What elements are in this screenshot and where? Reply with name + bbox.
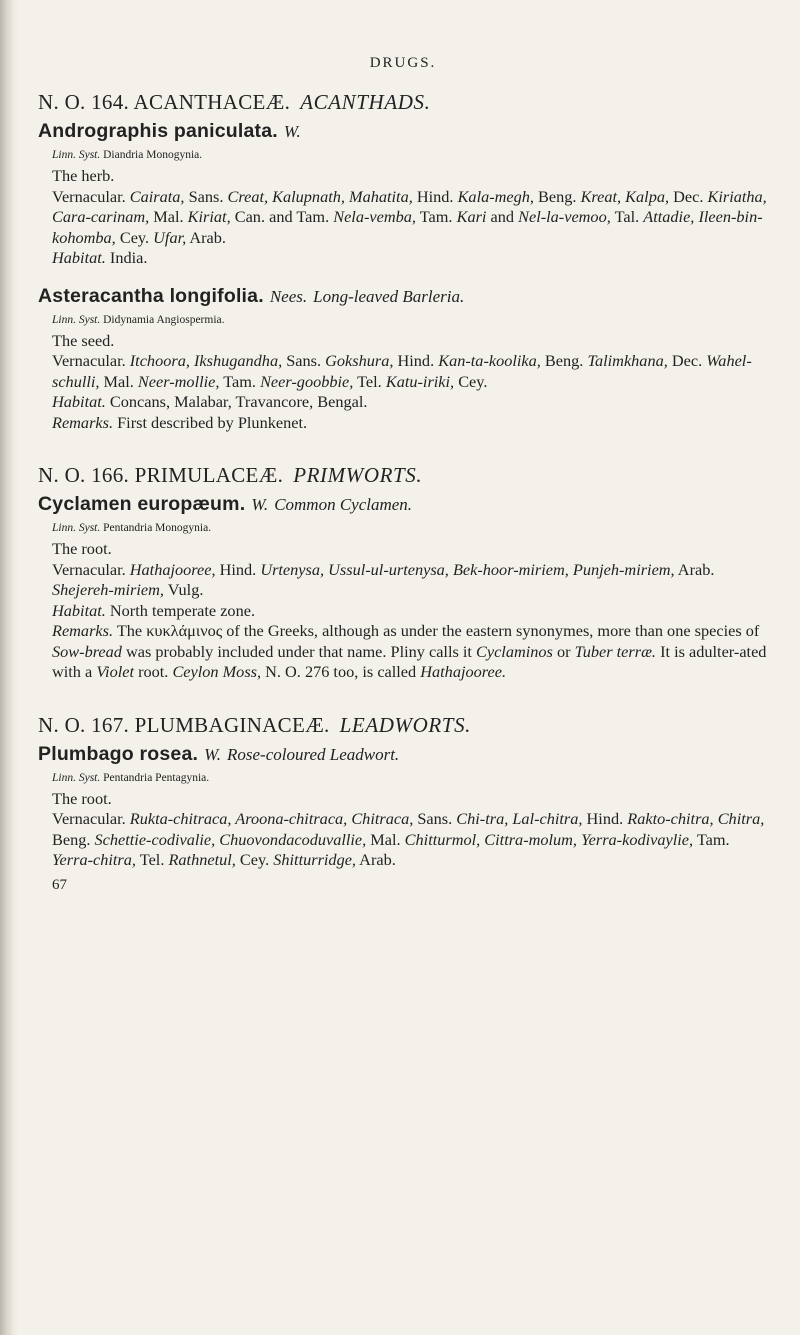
vernacular-label: Vernacular.: [52, 351, 126, 370]
species-entry: [38, 741, 768, 871]
order-common-name: ACANTHADS.: [300, 90, 431, 114]
species-entry: [38, 283, 768, 434]
habitat-value: North temperate zone.: [109, 600, 256, 620]
order-section: [38, 461, 768, 683]
order-heading: [38, 711, 768, 739]
vernacular-label: Vernacular.: [52, 186, 126, 206]
species-author: Nees.: [269, 286, 308, 306]
habitat: [52, 248, 768, 269]
part-used: The root.: [52, 788, 112, 808]
remarks-text: The κυκλάμινος of the Greeks, although as under the eastern synonymes, more than one species of Sow-bread was probably included under that name. Pliny calls it Cyclaminos or Tuber terræ. It is adulter-ated with a Violet root. Ceylon Moss, N. O. 276 too, is called Hathajooree.: [52, 621, 767, 681]
species-name: Cyclamen europæum.: [38, 493, 246, 515]
species-heading: [38, 741, 768, 768]
species-entry: [38, 118, 768, 269]
species-name: Asteracantha longifolia.: [38, 284, 264, 307]
remarks: [52, 413, 768, 434]
remarks: [52, 621, 768, 683]
linnaean-value: Diandria Monogynia.: [103, 149, 203, 161]
habitat: [52, 601, 768, 622]
vernacular-text: Hathajooree, Hind. Urtenysa, Ussul-ul-urtenysa, Bek-hoor-miriem, Punjeh-miriem, Arab. Shejereh-miriem, Vulg.: [52, 559, 715, 599]
binding-edge: [0, 0, 18, 1335]
habitat-label: Habitat.: [52, 248, 106, 267]
species-heading: [38, 283, 768, 310]
order-heading: [38, 88, 768, 116]
vernacular-names: [52, 560, 768, 601]
habitat-value: India.: [109, 248, 148, 267]
species-common-name: Common Cyclamen.: [274, 495, 413, 514]
vernacular-text: Rukta-chitraca, Aroona-chitraca, Chitraca, Sans. Chi-tra, Lal-chitra, Hind. Rakto-chitra, Chitra, Beng. Schettie-codivalie, Chuovondacoduvallie, Mal. Chitturmol, Cittra-molum, Yerra-kodivaylie, Tam. Yerra-chitra, Tel. Rathnetul, Cey. Shitturridge, Arab.: [52, 809, 765, 869]
sections: [38, 88, 768, 871]
species-name: Andrographis paniculata.: [38, 120, 278, 142]
vernacular-label: Vernacular.: [52, 809, 126, 828]
linnaean-label: Linn. Syst.: [52, 522, 101, 534]
linnaean-label: Linn. Syst.: [52, 771, 101, 784]
linnaean-class: [52, 770, 768, 787]
linnaean-value: Pentandria Monogynia.: [103, 522, 212, 534]
linnaean-value: Pentandria Pentagynia.: [103, 771, 210, 784]
linnaean-class: [52, 312, 768, 329]
order-title: N. O. 164. ACANTHACEÆ.: [38, 90, 291, 114]
part-used: The root.: [52, 539, 112, 558]
linnaean-label: Linn. Syst.: [52, 149, 101, 161]
linnaean-value: Didynamia Angiospermia.: [103, 313, 225, 326]
page: [38, 0, 768, 894]
species-common-name: Rose-coloured Leadwort.: [226, 744, 400, 764]
habitat: [52, 392, 768, 413]
vernacular-text: Itchoora, Ikshugandha, Sans. Gokshura, Hind. Kan-ta-koolika, Beng. Talimkhana, Dec. Wahel-schulli, Mal. Neer-mollie, Tam. Neer-goobbie, Tel. Katu-iriki, Cey.: [52, 351, 752, 391]
vernacular-names: [52, 351, 768, 392]
species-entry: [38, 491, 768, 683]
remarks-text: First described by Plunkenet.: [117, 412, 308, 432]
vernacular-label: Vernacular.: [52, 559, 126, 579]
order-heading: [38, 461, 768, 489]
running-head: DRUGS.: [369, 55, 437, 71]
part-used: The seed.: [52, 330, 115, 350]
linnaean-class: [52, 147, 768, 164]
habitat-value: Concans, Malabar, Travancore, Bengal.: [109, 392, 368, 411]
page-number: 67: [52, 876, 67, 893]
vernacular-names: [52, 187, 768, 249]
species-common-name: Long-leaved Barleria.: [313, 286, 465, 306]
linnaean-class: [52, 520, 768, 537]
species-name: Plumbago rosea.: [38, 742, 199, 765]
vernacular-names: [52, 809, 768, 871]
species-heading: [38, 118, 768, 145]
order-common-name: LEADWORTS.: [339, 712, 472, 737]
linnaean-label: Linn. Syst.: [52, 313, 101, 326]
part-used: The herb.: [52, 166, 115, 185]
order-section: [38, 88, 768, 433]
species-author: W.: [251, 495, 269, 514]
species-author: W.: [283, 122, 301, 141]
order-common-name: PRIMWORTS.: [293, 463, 423, 487]
habitat-label: Habitat.: [52, 600, 106, 620]
habitat-label: Habitat.: [52, 392, 106, 411]
order-title: N. O. 166. PRIMULACEÆ.: [38, 463, 284, 487]
order-section: [38, 711, 768, 871]
order-title: N. O. 167. PLUMBAGINACEÆ.: [38, 712, 330, 737]
remarks-label: Remarks.: [52, 412, 114, 432]
species-heading: [38, 491, 768, 518]
vernacular-text: Cairata, Sans. Creat, Kalupnath, Mahatita, Hind. Kala-megh, Beng. Kreat, Kalpa, Dec. Kiriatha, Cara-carinam, Mal. Kiriat, Can. and Tam. Nela-vemba, Tam. Kari and Nel-la-vemoo, Tal. Attadie, Ileen-bin-kohomba, Cey. Ufar, Arab.: [52, 186, 767, 247]
remarks-label: Remarks.: [52, 621, 114, 640]
species-author: W.: [204, 744, 221, 764]
